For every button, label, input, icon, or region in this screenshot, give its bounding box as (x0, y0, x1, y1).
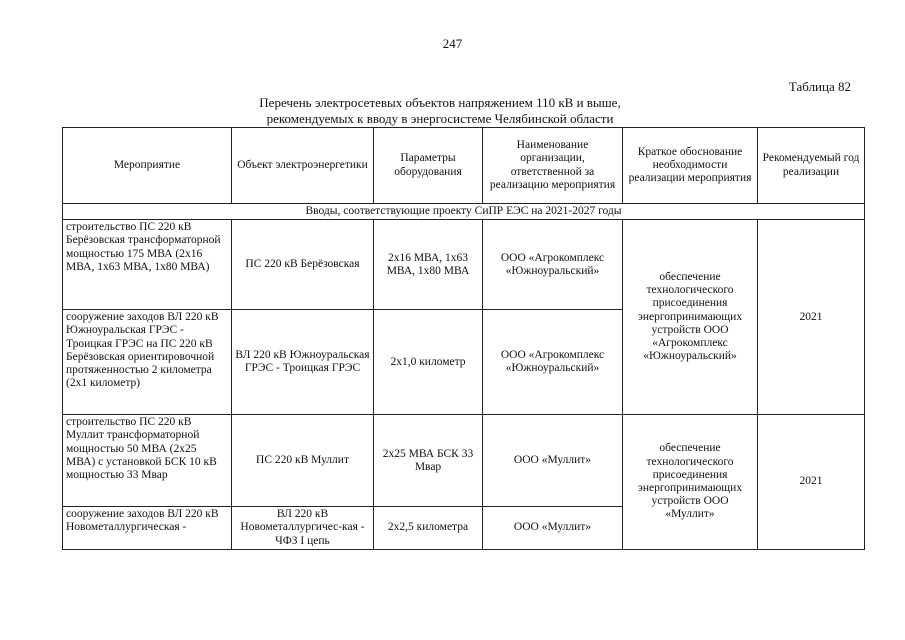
row-2-measure: сооружение заходов ВЛ 220 кВ Южноуральская ГРЭС - Троицкая ГРЭС на ПС 220 кВ Берёзовская ориентировочной протяженностью 2 километра (2х1 километр) (63, 310, 232, 415)
row-1-measure: строительство ПС 220 кВ Берёзовская трансформаторной мощностью 175 МВА (2х16 МВА, 1х63 МВА, 1х80 МВА) (63, 220, 232, 310)
row-3-measure: строительство ПС 220 кВ Муллит трансформаторной мощностью 50 МВА (2х25 МВА) с установкой БСК 10 кВ мощностью 33 Мвар (63, 415, 232, 507)
group-2-justification: обеспечение технологического присоединения энергопринимающих устройств ООО «Муллит» (623, 415, 758, 550)
row-2-object: ВЛ 220 кВ Южноуральская ГРЭС - Троицкая ГРЭС (232, 310, 374, 415)
row-1-object: ПС 220 кВ Берёзовская (232, 220, 374, 310)
header-measure: Мероприятие (63, 128, 232, 204)
section-title: Вводы, соответствующие проекту СиПР ЕЭС на 2021-2027 годы (63, 204, 865, 220)
row-3-params: 2х25 МВА БСК 33 Мвар (374, 415, 483, 507)
row-2-params: 2х1,0 километр (374, 310, 483, 415)
table-title-line-1: Перечень электросетевых объектов напряжением 110 кВ и выше, (259, 95, 621, 110)
row-4-params: 2х2,5 километра (374, 507, 483, 550)
table-title (180, 95, 700, 127)
header-justification: Краткое обоснование необходимости реализации мероприятия (623, 128, 758, 204)
row-4-org: ООО «Муллит» (483, 507, 623, 550)
row-2-org: ООО «Агрокомплекс «Южноуральский» (483, 310, 623, 415)
table-label: Таблица 82 (788, 79, 851, 94)
row-1-params: 2х16 МВА, 1х63 МВА, 1х80 МВА (374, 220, 483, 310)
header-object: Объект электроэнергетики (232, 128, 374, 204)
table-row (63, 415, 865, 507)
row-3-org: ООО «Муллит» (483, 415, 623, 507)
row-1-org: ООО «Агрокомплекс «Южноуральский» (483, 220, 623, 310)
row-4-measure: сооружение заходов ВЛ 220 кВ Новометаллургическая - (63, 507, 232, 550)
group-1-justification: обеспечение технологического присоединения энергопринимающих устройств ООО «Агрокомплекс «Южноуральский» (623, 220, 758, 415)
header-row (63, 128, 865, 204)
group-1-year: 2021 (758, 220, 865, 415)
group-2-year: 2021 (758, 415, 865, 550)
section-row (63, 204, 865, 220)
header-params: Параметры оборудования (374, 128, 483, 204)
table-row (63, 220, 865, 310)
row-3-object: ПС 220 кВ Муллит (232, 415, 374, 507)
row-4-object: ВЛ 220 кВ Новометаллургичес-кая - ЧФЗ I цепь (232, 507, 374, 550)
header-year: Рекомендуемый год реализации (758, 128, 865, 204)
grid-objects-table (62, 127, 865, 550)
header-org: Наименование организации, ответственной за реализацию мероприятия (483, 128, 623, 204)
page-number: 247 (442, 36, 463, 51)
table-title-line-2: рекомендуемых к вводу в энергосистеме Челябинской области (266, 111, 614, 126)
